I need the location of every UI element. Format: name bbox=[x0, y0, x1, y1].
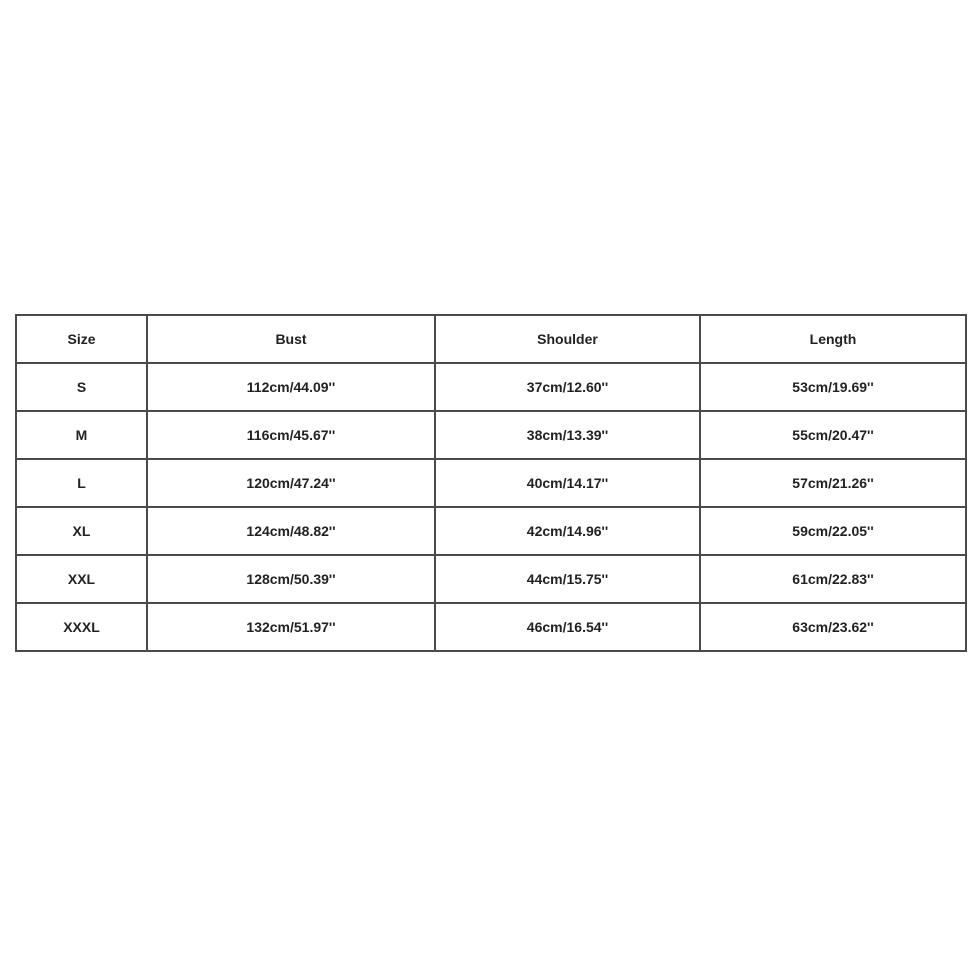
cell-shoulder: 40cm/14.17'' bbox=[435, 459, 700, 507]
cell-bust: 128cm/50.39'' bbox=[147, 555, 435, 603]
header-row bbox=[16, 315, 966, 363]
table-row bbox=[16, 411, 966, 459]
cell-size: XXL bbox=[16, 555, 147, 603]
table-row bbox=[16, 459, 966, 507]
header-bust: Bust bbox=[147, 315, 435, 363]
size-chart-header bbox=[16, 315, 966, 363]
cell-size: M bbox=[16, 411, 147, 459]
cell-shoulder: 37cm/12.60'' bbox=[435, 363, 700, 411]
cell-size: S bbox=[16, 363, 147, 411]
cell-length: 59cm/22.05'' bbox=[700, 507, 966, 555]
cell-shoulder: 46cm/16.54'' bbox=[435, 603, 700, 651]
header-shoulder: Shoulder bbox=[435, 315, 700, 363]
table-row bbox=[16, 507, 966, 555]
cell-bust: 112cm/44.09'' bbox=[147, 363, 435, 411]
header-size: Size bbox=[16, 315, 147, 363]
table-row bbox=[16, 363, 966, 411]
cell-size: L bbox=[16, 459, 147, 507]
cell-length: 57cm/21.26'' bbox=[700, 459, 966, 507]
table-row bbox=[16, 603, 966, 651]
cell-size: XL bbox=[16, 507, 147, 555]
cell-length: 63cm/23.62'' bbox=[700, 603, 966, 651]
cell-length: 61cm/22.83'' bbox=[700, 555, 966, 603]
size-chart-body bbox=[16, 363, 966, 651]
cell-shoulder: 42cm/14.96'' bbox=[435, 507, 700, 555]
cell-bust: 132cm/51.97'' bbox=[147, 603, 435, 651]
cell-size: XXXL bbox=[16, 603, 147, 651]
cell-shoulder: 38cm/13.39'' bbox=[435, 411, 700, 459]
cell-bust: 124cm/48.82'' bbox=[147, 507, 435, 555]
table-row bbox=[16, 555, 966, 603]
cell-shoulder: 44cm/15.75'' bbox=[435, 555, 700, 603]
cell-bust: 120cm/47.24'' bbox=[147, 459, 435, 507]
cell-length: 55cm/20.47'' bbox=[700, 411, 966, 459]
cell-bust: 116cm/45.67'' bbox=[147, 411, 435, 459]
header-length: Length bbox=[700, 315, 966, 363]
size-chart-table bbox=[15, 314, 967, 652]
cell-length: 53cm/19.69'' bbox=[700, 363, 966, 411]
